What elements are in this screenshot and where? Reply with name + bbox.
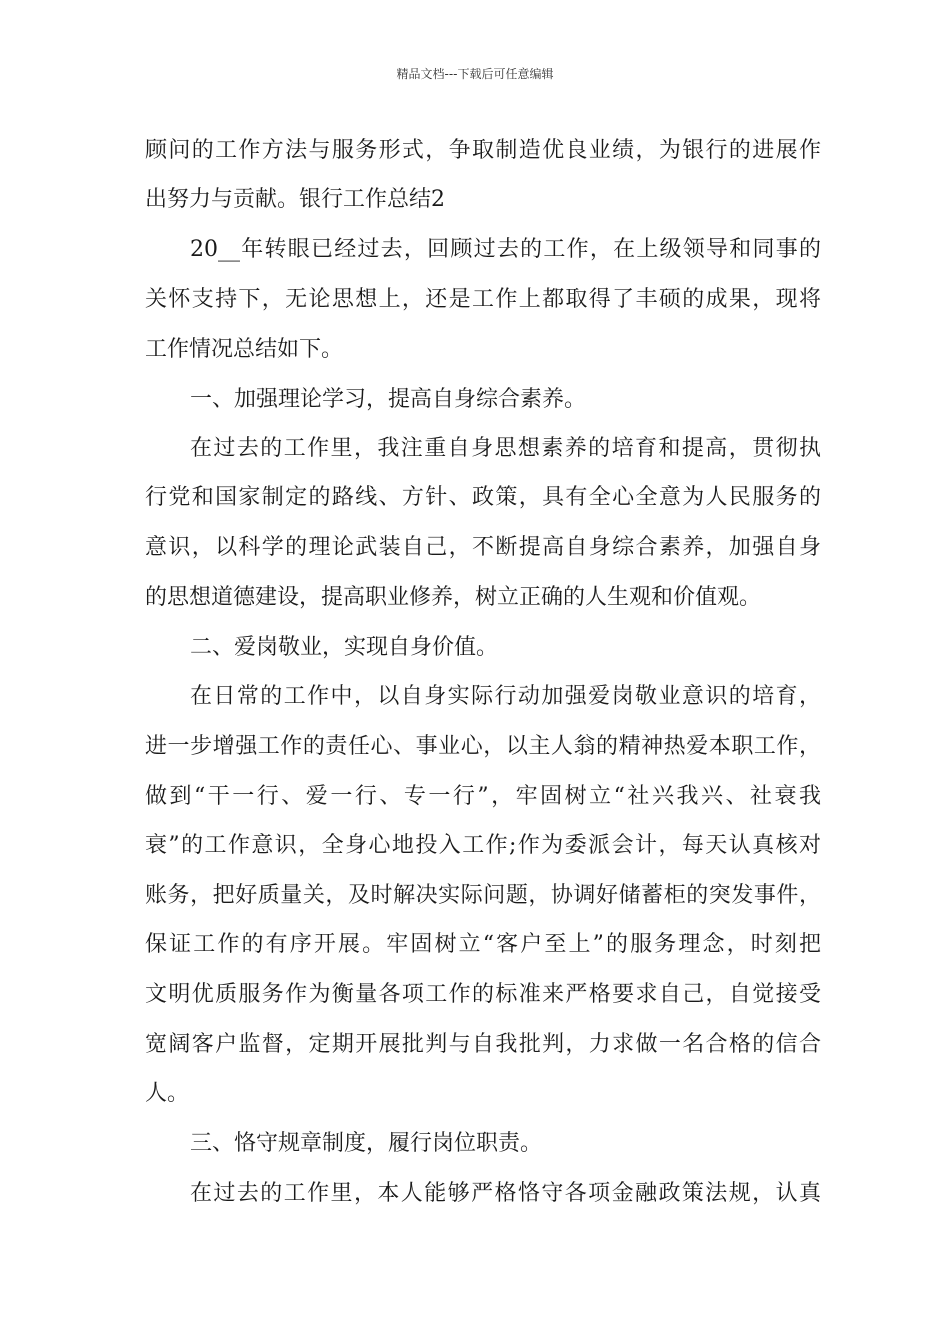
paragraph-line: 账务，把好质量关，及时解决实际问题，协调好储蓄柜的突发事件， — [145, 883, 821, 908]
section-heading: 二、爱岗敬业，实现自身价值。 — [190, 635, 499, 660]
paragraph-line: 20__年转眼已经过去，回顾过去的工作，在上级领导和同事的 — [190, 237, 821, 262]
paragraph-line: 关怀支持下，无论思想上，还是工作上都取得了丰硕的成果，现将 — [145, 287, 821, 312]
paragraph-line: 文明优质服务作为衡量各项工作的标准来严格要求自己，自觉接受 — [145, 982, 821, 1007]
paragraph-line: 在日常的工作中，以自身实际行动加强爱岗敬业意识的培育， — [190, 684, 821, 709]
page-header: 精品文档---下载后可任意编辑 — [396, 67, 554, 81]
paragraph-line: 顾问的工作方法与服务形式，争取制造优良业绩，为银行的进展作 — [145, 138, 821, 163]
paragraph-line: 的思想道德建设，提高职业修养，树立正确的人生观和价值观。 — [145, 585, 762, 610]
paragraph-line: 在过去的工作里，我注重自身思想素养的培育和提高，贯彻执 — [190, 436, 821, 461]
paragraph-line: 衰”的工作意识，全身心地投入工作;作为委派会计，每天认真核对 — [145, 833, 821, 858]
paragraph-line: 出努力与贡献。银行工作总结2 — [145, 187, 445, 212]
paragraph-line: 保证工作的有序开展。牢固树立“客户至上”的服务理念，时刻把 — [145, 932, 821, 957]
paragraph-line: 做到“干一行、爱一行、专一行”，牢固树立“社兴我兴、社衰我 — [145, 784, 821, 809]
paragraph-line: 人。 — [145, 1081, 190, 1106]
section-heading: 三、恪守规章制度，履行岗位职责。 — [190, 1131, 543, 1156]
paragraph-line: 工作情况总结如下。 — [145, 337, 344, 362]
paragraph-line: 行党和国家制定的路线、方针、政策，具有全心全意为人民服务的 — [145, 485, 821, 510]
paragraph-line: 意识，以科学的理论武装自己，不断提高自身综合素养，加强自身 — [145, 535, 821, 560]
paragraph-line: 宽阔客户监督，定期开展批判与自我批判，力求做一名合格的信合 — [145, 1032, 821, 1057]
section-heading: 一、加强理论学习，提高自身综合素养。 — [190, 387, 587, 412]
paragraph-line: 进一步增强工作的责任心、事业心，以主人翁的精神热爱本职工作， — [145, 734, 821, 759]
paragraph-line: 在过去的工作里，本人能够严格恪守各项金融政策法规，认真 — [190, 1181, 821, 1206]
